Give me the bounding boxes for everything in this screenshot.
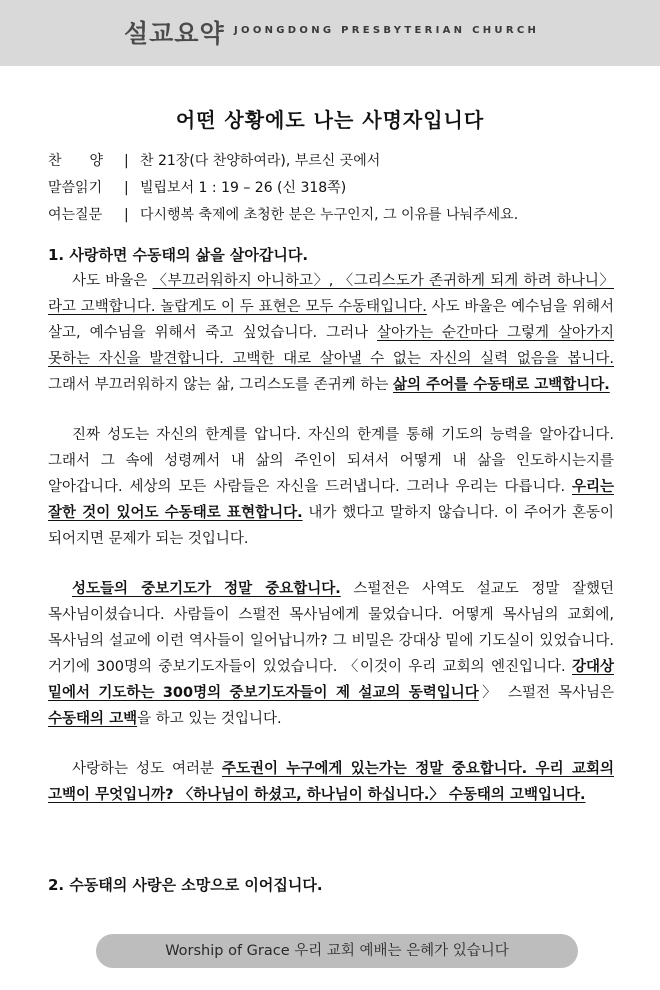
footer-banner: Worship of Grace 우리 교회 예배는 은혜가 있습니다 (96, 934, 578, 968)
sermon-title: 어떤 상황에도 나는 사명자입니다 (175, 108, 485, 132)
underlined-text: 〈부끄러워하지 아니하고〉, 〈그리스도가 존귀하게 되게 하려 하나니〉라고 고백합니다. 놀랍게도 이 두 표현은 모두 수동태입니다. (48, 273, 614, 315)
text-run: 사도 바울은 예수님을 위해서 살고, 예수님을 위해서 죽고 싶었습니다. 그러나 (48, 299, 614, 341)
bold-underlined-text: 우리는 잘한 것이 있어도 수동태로 표현합니다. (48, 479, 614, 521)
info-separator: | (124, 153, 129, 169)
info-label: 여는질문 (48, 207, 103, 223)
text-run: 사랑하는 성도 여러분 (72, 761, 222, 777)
text-run: 내가 했다고 말하지 않습니다. 이 주어가 혼동이 되어지면 문제가 되는 것입니다. (48, 505, 614, 547)
info-row-reading (48, 177, 346, 197)
text-run: 〉 스펄전 목사님은 (478, 685, 614, 701)
info-row-hymn (48, 150, 380, 170)
bold-underlined-text: 성도들의 중보기도가 정말 중요합니다. (72, 581, 341, 597)
text-run: 그래서 부끄러워하지 않는 삶, 그리스도를 존귀케 하는 (48, 377, 394, 393)
bold-underlined-text: 수동태의 고백 (48, 711, 138, 727)
section-1-heading: 1. 사랑하면 수동태의 삶을 살아갑니다. (48, 246, 309, 264)
section-2-heading: 2. 수동태의 사랑은 소망으로 이어집니다. (48, 876, 323, 894)
header-banner (0, 0, 660, 66)
bold-underlined-text: 강대상 밑에서 기도하는 300명의 중보기도자들이 제 설교의 동력입니다 (48, 659, 614, 701)
text-run: 을 하고 있는 것입니다. (137, 711, 282, 727)
bold-underlined-text: 주도권이 누구에게 있는가는 정말 중요합니다. 우리 교회의 고백이 무엇입니까? 〈하나님이 하셨고, 하나님이 하십니다.〉 수동태의 고백입니다. (48, 761, 614, 803)
paragraph-2 (48, 422, 614, 552)
info-label: 찬 양 (48, 153, 104, 169)
underlined-text: 살아가는 순간마다 그렇게 살아가지 못하는 자신을 발견합니다. 고백한 대로 살아낼 수 없는 자신의 실력 없음을 봅니다. (48, 325, 614, 367)
info-value: 다시행복 축제에 초청한 분은 누구인지, 그 이유를 나눠주세요. (140, 207, 519, 223)
section-1-body (48, 268, 614, 832)
info-separator: | (124, 207, 129, 223)
info-value: 빌립보서 1 : 19 – 26 (신 318쪽) (140, 180, 347, 196)
header-title-korean: 설교요약 (124, 19, 225, 48)
bold-underlined-text: 삶의 주어를 수동태로 고백합니다. (393, 377, 610, 393)
info-separator: | (124, 180, 129, 196)
header-church-name: JOONGDONG PRESBYTERIAN CHURCH (234, 25, 540, 36)
paragraph-1 (48, 268, 614, 398)
text-run: 진짜 성도는 자신의 한계를 압니다. 자신의 한계를 통해 기도의 능력을 알아갑니다. 그래서 그 속에 성령께서 내 삶의 주인이 되셔서 어떻게 내 삶을 인도하시는지를 알아갑니다. 세상의 모든 사람들은 자신을 드러냅니다. 그러나 우리는 다릅니다. (48, 427, 614, 495)
text-run: 스펄전은 사역도 설교도 정말 잘했던 목사님이셨습니다. 사람들이 스펄전 목사님에게 물었습니다. 어떻게 목사님의 교회에, 목사님의 설교에 이런 역사들이 일어납니까? 그 비밀은 강대상 밑에 기도실이 있었습니다. 거기에 300명의 중보기도자들이 있었습니다. 〈이것이 우리 교회의 엔진입니다. (48, 581, 614, 675)
paragraph-4 (48, 756, 614, 808)
info-value: 찬 21장(다 찬양하여라), 부르신 곳에서 (140, 153, 381, 169)
text-run: 사도 바울은 (72, 273, 153, 289)
paragraph-3 (48, 576, 614, 732)
info-label: 말씀읽기 (48, 180, 103, 196)
info-row-question (48, 204, 518, 224)
